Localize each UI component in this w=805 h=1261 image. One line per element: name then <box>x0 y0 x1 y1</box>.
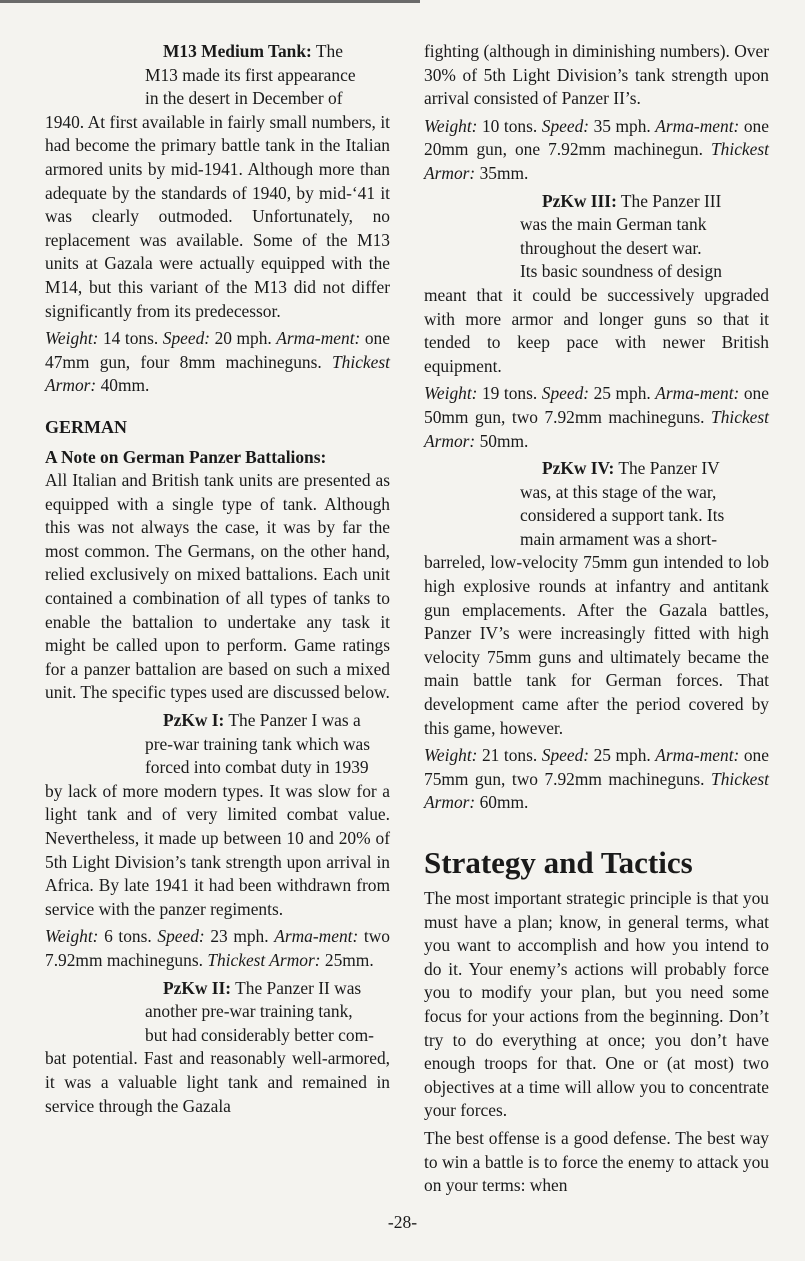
pzkw1-lead-line-1: PzKw I: The Panzer I was a <box>163 710 361 731</box>
strategy-heading: Strategy and Tactics <box>424 845 693 880</box>
pzkw4-lead-line-4: main armament was a short- <box>520 528 718 549</box>
pzkw4-specs: Weight: 21 tons. Speed: 25 mph. Arma-ment: one 75mm gun, two 7.92mm machineguns. Thickest Armor: 60mm. <box>424 745 769 813</box>
pzkw2-lead-line-1: PzKw II: The Panzer II was <box>163 977 362 998</box>
pzkw3-lead-line-3: throughout the desert war. <box>520 237 702 258</box>
pzkw2-lead-line-3: but had considerably better com- <box>145 1024 374 1045</box>
m13-entry <box>45 40 390 398</box>
pzkw2-body: bat potential. Fast and reasonably well-armored, it was a valuable light tank and remained in service through the Gazala <box>45 1048 390 1116</box>
pzkw4-entry <box>424 457 769 815</box>
pzkw4-lead-line-3: considered a support tank. Its <box>520 505 725 526</box>
m13-lead-line-3: in the desert in December of <box>145 88 343 109</box>
m13-heading: M13 Medium Tank: <box>163 41 312 61</box>
pzkw2-entry <box>45 977 390 1119</box>
m13-lead-line-1: M13 Medium Tank: The <box>163 41 343 61</box>
pzkw2-specs: Weight: 10 tons. Speed: 35 mph. Arma-ment: one 20mm gun, one 7.92mm machinegun. Thickest Armor: 35mm. <box>424 115 769 183</box>
pzkw3-specs: Weight: 19 tons. Speed: 25 mph. Arma-ment: one 50mm gun, two 7.92mm machineguns. Thickest Armor: 50mm. <box>424 383 769 451</box>
right-column <box>424 40 769 1198</box>
panzer-note <box>45 446 390 706</box>
pzkw3-body: meant that it could be successively upgraded with more armor and longer guns so that it tended to keep pace with newer British equipment. <box>424 284 769 376</box>
pzkw1-entry <box>45 709 390 973</box>
pzkw4-body: barreled, low-velocity 75mm gun intended to lob high explosive rounds at infantry and antitank gun emplacements. After the Gazala battles, Panzer IV’s were increasingly fitted with high velocity 75mm guns and ultimately became the main battle tank for German forces. That development came after the period covered by this game, however. <box>424 552 769 738</box>
pzkw2-heading: PzKw II: <box>163 977 232 998</box>
panzer-note-body: All Italian and British tank units are presented as equipped with a single type of tank. Although this was not always the case, it was by far the most common. The Germans, on the other hand, relied exclusively on mixed battalions. Each unit contained a combination of all types of tanks to enable the battalion to undertake any task it might be called upon to perform. Game ratings for a panzer battalion are based on such a mixed unit. The specific types used are discussed below. <box>45 470 390 703</box>
pzkw1-specs: Weight: 6 tons. Speed: 23 mph. Arma-ment: two 7.92mm machineguns. Thickest Armor: 25mm. <box>45 926 390 970</box>
pzkw2-continuation: fighting (although in diminishing numbers). Over 30% of 5th Light Division’s tank strength upon arrival consisted of Panzer II’s. <box>424 41 769 109</box>
german-heading: GERMAN <box>45 416 127 437</box>
pzkw4-lead-line-2: was, at this stage of the war, <box>520 481 717 502</box>
pzkw3-entry <box>424 190 769 454</box>
pzkw1-lead-line-3: forced into combat duty in 1939 <box>145 757 369 778</box>
panzer-note-head-line <box>45 446 390 470</box>
m13-specs: Weight: 14 tons. Speed: 20 mph. Arma-ment: one 47mm gun, four 8mm machineguns. Thickest Armor: 40mm. <box>45 328 390 396</box>
pzkw2-lead-line-2: another pre-war training tank, <box>145 1001 353 1022</box>
panzer-note-heading: A Note on German Panzer Battalions: <box>45 446 327 467</box>
pzkw4-lead-line-1: PzKw IV: The Panzer IV <box>542 458 720 479</box>
pzkw3-heading: PzKw III: <box>542 190 617 211</box>
pzkw1-heading: PzKw I: <box>163 710 225 731</box>
m13-body: 1940. At first available in fairly small numbers, it had become the primary battle tank in the Italian armored units by mid-1941. Although more than adequate by the standards of 1940, by mid-‘41 it was clearly outmoded. Unfortunately, no replacement was available. Some of the M13 units at Gazala were actually equipped with the M14, but this variant of the M13 did not differ significantly from its predecessor. <box>45 111 390 321</box>
left-column <box>45 40 390 1118</box>
pzkw3-lead-line-1: PzKw III: The Panzer III <box>542 190 722 211</box>
pzkw3-lead-line-2: was the main German tank <box>520 214 707 235</box>
m13-lead-line-2: M13 made its first appearance <box>145 64 356 85</box>
pzkw1-lead-line-2: pre-war training tank which was <box>145 733 371 754</box>
page-number: -28- <box>387 1212 418 1232</box>
strategy-paragraph-2: The best offense is a good defense. The best way to win a battle is to force the enemy to attack you on your terms: when <box>424 1127 769 1196</box>
pzkw4-heading: PzKw IV: <box>542 458 615 479</box>
strategy-paragraph-1: The most important strategic principle is that you must have a plan; know, in general terms, what you want to accomplish and how you intend to do it. Your enemy’s actions will probably force you to modify your plan, but you need some focus for your actions from the beginning. Don’t try to do everything at once; you don’t have enough troops for that. One or (at most) two objectives at a time will allow you to concentrate your forces. <box>424 888 769 1121</box>
pzkw1-body: by lack of more modern types. It was slow for a light tank and of very limited combat value. Nevertheless, it made up between 10 and 20% of 5th Light Division’s tank strength upon arrival in Africa. By late 1941 it had been withdrawn from service with the panzer regiments. <box>45 780 390 919</box>
pzkw3-lead-line-4: Its basic soundness of design <box>520 261 722 282</box>
